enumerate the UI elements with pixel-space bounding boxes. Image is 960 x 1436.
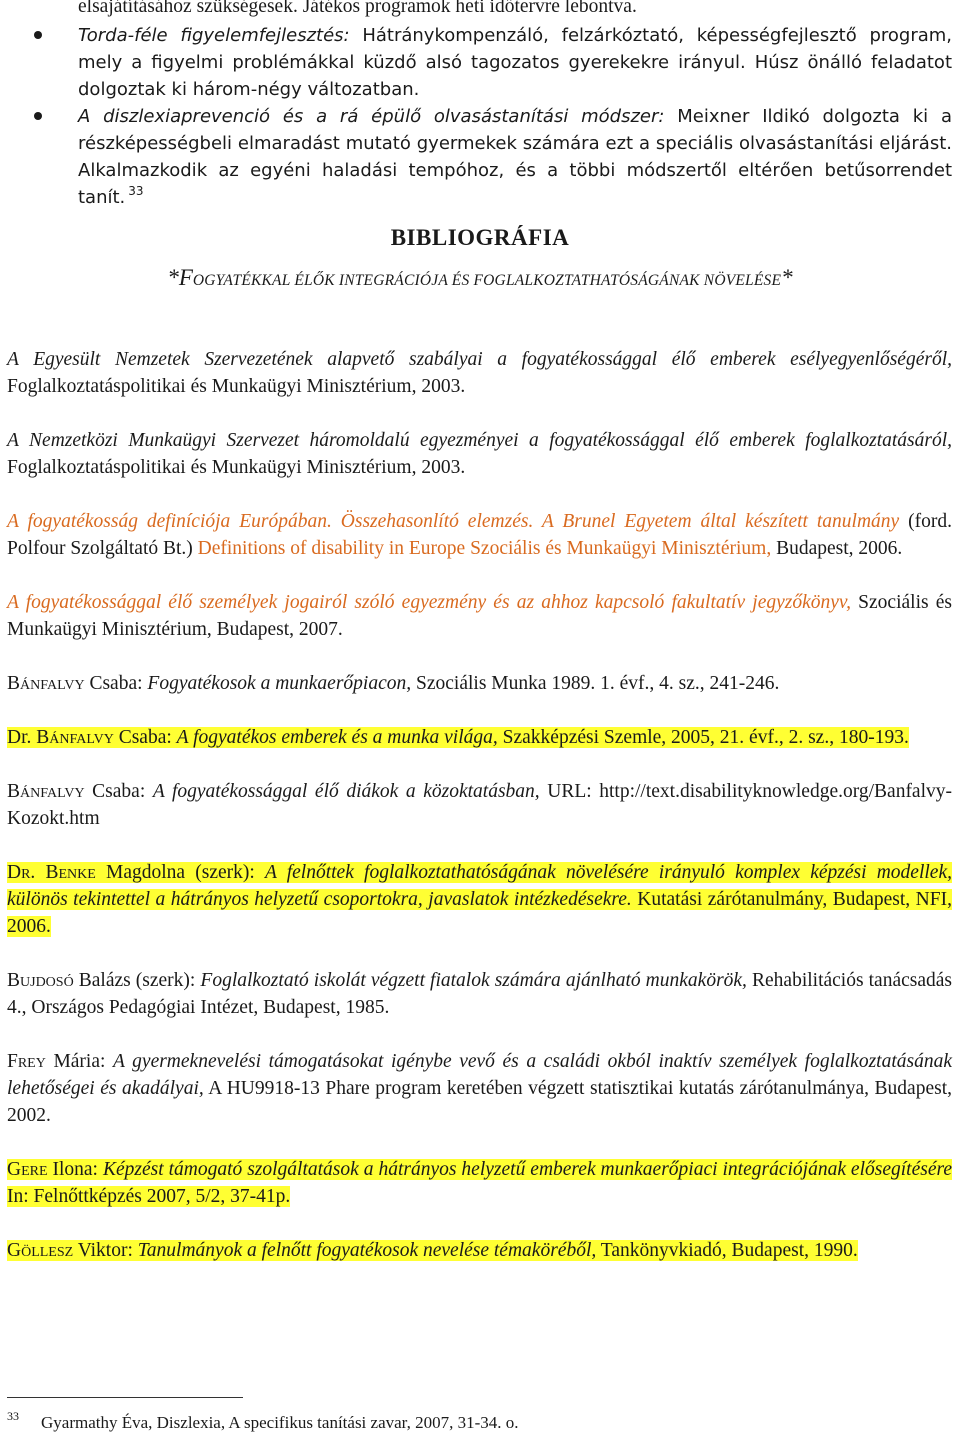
ref-source: Szakképzési Szemle, 2005, 21. évf., 2. sz., 180-193. [497,727,909,748]
ref-prefix: Dr. [7,727,37,748]
ref-title: Képzést támogató szolgáltatások a hátrányos helyzetű emberek munkaerőpiaci integrációjának elősegítésére [102,1159,953,1180]
footnote [7,1403,952,1436]
ref-title: A gyermeknevelési támogatásokat igénybe vevő és a családi okból inaktív személyek foglalkoztatásának lehetőségei és akadályai, [7,1051,952,1099]
intro-continuation [78,0,952,20]
method-text: Hátránykompenzáló, felzárkóztató, képességfejlesztő program, mely a figyelmi problémákkal küzdő alsó tagozatos gyerekekre irányul. Húsz önálló feladatot dolgoztak ki három-négy változatban. [78,25,953,100]
bibliography-heading: BIBLIOGRÁFIA [390,225,570,250]
ref-title: A fogyatékosság definíciója Európában. Összehasonlító elemzés. A Brunel Egyetem által készített tanulmány [7,511,900,532]
subtitle-text: OGYATÉKKAL ÉLŐK INTEGRÁCIÓJA ÉS FOGLALKOZTATHATÓSÁGÁNAK NÖVELÉSE [192,272,782,289]
ref-source: Rehabilitációs tanácsadás 4., Országos Pedagógiai Intézet, Budapest, 1985. [7,970,952,1018]
ref-author-surname: Gere [7,1159,48,1180]
ref-original-title: Definitions of disability in Europe Szociális és Munkaügyi Minisztérium, [197,538,772,559]
ref-author-given: Mária: [45,1051,114,1072]
ref-author-given: Balázs (szerk): [73,970,201,991]
ref-author-given: Magdolna (szerk): [95,862,265,883]
ref-title: A Nemzetközi Munkaügyi Szervezet háromoldalú egyezményei a fogyatékossággal élő emberek foglalkoztatásáról, [7,430,952,451]
ref-author-surname: Dr. Benke [7,862,96,883]
footnote-reference[interactable]: 33 [128,184,144,198]
highlighted-reference [7,1240,858,1261]
ref-source: Foglalkoztatáspolitikai és Munkaügyi Minisztérium, 2003. [7,376,466,397]
ref-author-given: Csaba: [113,727,177,748]
reference-item [7,427,952,481]
ref-author-surname: Bujdosó [7,970,74,991]
highlighted-reference [7,727,909,748]
ref-title: Fogyatékosok a munkaerőpiacon, [147,673,412,694]
bullet-icon [34,112,42,120]
ref-source: Tankönyvkiadó, Budapest, 1990. [596,1240,858,1261]
ref-title: Foglalkoztató iskolát végzett fiatalok számára ajánlható munkakörök, [200,970,747,991]
reference-item [7,670,952,697]
ref-author-given: Viktor: [73,1240,138,1261]
footnote-number: 33 [7,1409,19,1423]
footnote-text: Gyarmathy Éva, Diszlexia, A specifikus tanítási zavar, 2007, 31-34. o. [41,1413,519,1432]
ref-source: A HU9918-13 Phare program keretében végzett statisztikai kutatás zárótanulmánya, Budapest, 2002. [7,1078,953,1126]
ref-author-surname: Bánfalvy [36,727,114,748]
ref-url[interactable]: URL: http://text.disabilityknowledge.org/Banfalvy-Kozokt.htm [7,781,953,829]
footnote-separator [7,1397,243,1398]
reference-item [7,508,952,562]
subtitle-initial: F [178,265,193,290]
ref-author-given: Csaba: [84,673,148,694]
reference-item [7,1048,952,1129]
reference-item [7,859,952,940]
ref-title: A fogyatékossággal élő diákok a közoktatásban, [152,781,540,802]
ref-source: Szociális Munka 1989. 1. évf., 4. sz., 241-246. [411,673,780,694]
ref-source: In: Felnőttképzés 2007, 5/2, 37-41p. [7,1186,291,1207]
reference-item [7,778,952,832]
ref-source: Budapest, 2006. [771,538,903,559]
ref-translator: (ford. Polfour Szolgáltató Bt.) [7,511,953,559]
ref-title: A fogyatékos emberek és a munka világa, [176,727,498,748]
ref-author-surname: Bánfalvy [7,673,85,694]
method-text: Meixner Ildikó dolgozta ki a részképességbeli elmaradást mutató gyermekek számára ezt a speciális olvasástanítási eljárást. Alkalmazkodik az egyéni haladási tempóhoz, és a többi módszertől eltérően betűsorrendet tanít. [78,106,952,208]
ref-title: Tanulmányok a felnőtt fogyatékosok nevelése témaköréből, [137,1240,597,1261]
subtitle-star: * [781,265,793,290]
reference-list [7,346,952,1291]
ref-author-surname: Göllesz [7,1240,74,1261]
list-item [0,103,960,211]
ref-title: A Egyesült Nemzetek Szervezetének alapvető szabályai a fogyatékossággal élő emberek esélyegyenlőségéről, [7,349,952,370]
highlighted-reference [7,1159,952,1207]
ref-title: A felnőttek foglalkoztathatóságának növelésére irányuló komplex képzési modellek, különös tekintettel a hátrányos helyzetű csoportokra, javaslatok intézkedésekre. [7,862,952,910]
ref-author-surname: Frey [7,1051,46,1072]
ref-author-surname: Bánfalvy [7,781,85,802]
reference-item [7,589,952,643]
reference-item [7,1237,952,1264]
ref-source: Kutatási zárótanulmány, Budapest, NFI, 2006. [7,889,952,937]
ref-author-given: Ilona: [47,1159,103,1180]
ref-author-given: Csaba: [84,781,153,802]
bullet-icon [34,31,42,39]
ref-source: Foglalkoztatáspolitikai és Munkaügyi Minisztérium, 2003. [7,457,466,478]
method-title: Torda-féle figyelemfejlesztés: [78,25,350,46]
subtitle-star: * [167,265,179,290]
method-title: A diszlexiaprevenció és a rá épülő olvasástanítási módszer: [78,106,665,127]
highlighted-reference [7,862,952,937]
reference-item [7,346,952,400]
method-list [0,22,960,211]
list-item [0,22,960,103]
reference-item [7,1156,952,1210]
bibliography-subtitle [0,264,960,294]
intro-text: elsajátításához szükségesek. Játékos programok heti időtervre lebontva. [78,0,637,17]
reference-item [7,967,952,1021]
ref-source: Szociális és Munkaügyi Minisztérium, Budapest, 2007. [7,592,952,640]
ref-title: A fogyatékossággal élő személyek jogairól szóló egyezmény és az ahhoz kapcsoló fakultatív jegyzőkönyv, [7,592,851,613]
reference-item [7,724,952,751]
